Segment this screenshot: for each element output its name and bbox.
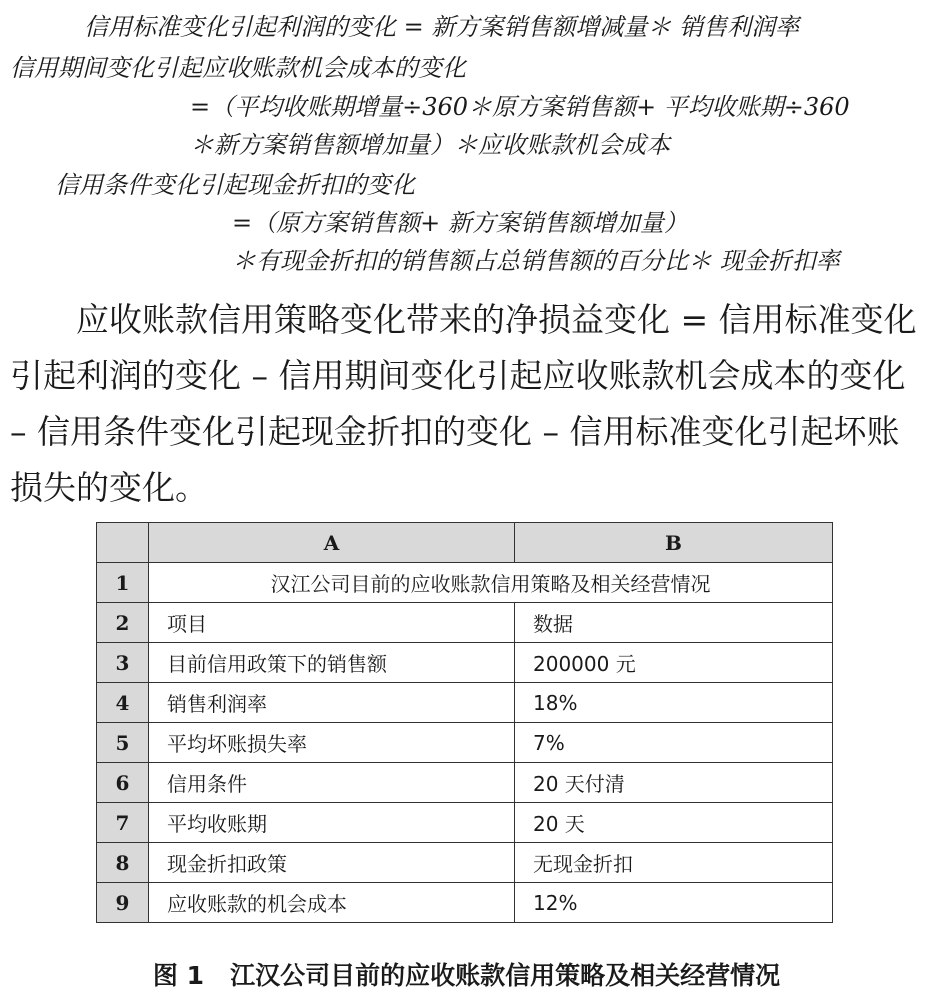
row-number: 2 <box>97 603 149 643</box>
formula-line-4: ＊新方案销售额增加量）＊应收账款机会成本 <box>190 131 670 159</box>
cell-b: 12% <box>515 883 833 923</box>
formula-line-3: =（平均收账期增量÷360＊原方案销售额+ 平均收账期÷360 <box>190 93 850 121</box>
formula-line-1: 信用标准变化引起利润的变化 = 新方案销售额增减量＊ 销售利润率 <box>84 13 799 41</box>
row-number: 4 <box>97 683 149 723</box>
cell-b: 无现金折扣 <box>515 843 833 883</box>
row-number: 7 <box>97 803 149 843</box>
row-number: 5 <box>97 723 149 763</box>
table-row <box>97 763 833 803</box>
paragraph-text: 应收账款信用策略变化带来的净损益变化 = 信用标准变化引起利润的变化 – 信用期间变化引起应收账款机会成本的变化 – 信用条件变化引起现金折扣的变化 – 信用标准变化引起坏账损失的变化。 <box>10 300 917 507</box>
cell-b: 200000 元 <box>515 643 833 683</box>
formula-line-2: 信用期间变化引起应收账款机会成本的变化 <box>10 54 466 82</box>
column-header-a: A <box>149 523 515 563</box>
column-header-b: B <box>515 523 833 563</box>
table-row <box>97 803 833 843</box>
cell-a: 信用条件 <box>149 763 515 803</box>
formula-line-7: ＊有现金折扣的销售额占总销售额的百分比＊ 现金折扣率 <box>232 247 840 275</box>
table-row <box>97 643 833 683</box>
row-number: 6 <box>97 763 149 803</box>
formula-line-6: =（原方案销售额+ 新方案销售额增加量） <box>232 209 688 237</box>
table-row <box>97 883 833 923</box>
row-number: 1 <box>97 563 149 603</box>
formula-line-5: 信用条件变化引起现金折扣的变化 <box>55 171 415 199</box>
table-title-cell: 汉江公司目前的应收账款信用策略及相关经营情况 <box>149 563 833 603</box>
cell-b: 20 天 <box>515 803 833 843</box>
cell-b: 数据 <box>515 603 833 643</box>
row-number: 8 <box>97 843 149 883</box>
cell-a: 平均坏账损失率 <box>149 723 515 763</box>
table-row <box>97 603 833 643</box>
cell-a: 销售利润率 <box>149 683 515 723</box>
table-row <box>97 723 833 763</box>
cell-a: 项目 <box>149 603 515 643</box>
cell-a: 应收账款的机会成本 <box>149 883 515 923</box>
cell-b: 7% <box>515 723 833 763</box>
cell-b: 20 天付清 <box>515 763 833 803</box>
cell-b: 18% <box>515 683 833 723</box>
table-row <box>97 683 833 723</box>
cell-a: 平均收账期 <box>149 803 515 843</box>
body-paragraph <box>10 292 925 516</box>
row-number: 9 <box>97 883 149 923</box>
corner-cell <box>97 523 149 563</box>
column-header-row <box>97 523 833 563</box>
spreadsheet-table <box>96 522 833 923</box>
table-row <box>97 843 833 883</box>
table-row <box>97 563 833 603</box>
cell-a: 目前信用政策下的销售额 <box>149 643 515 683</box>
figure-caption: 图 1 江汉公司目前的应收账款信用策略及相关经营情况 <box>152 961 781 990</box>
cell-a: 现金折扣政策 <box>149 843 515 883</box>
row-number: 3 <box>97 643 149 683</box>
